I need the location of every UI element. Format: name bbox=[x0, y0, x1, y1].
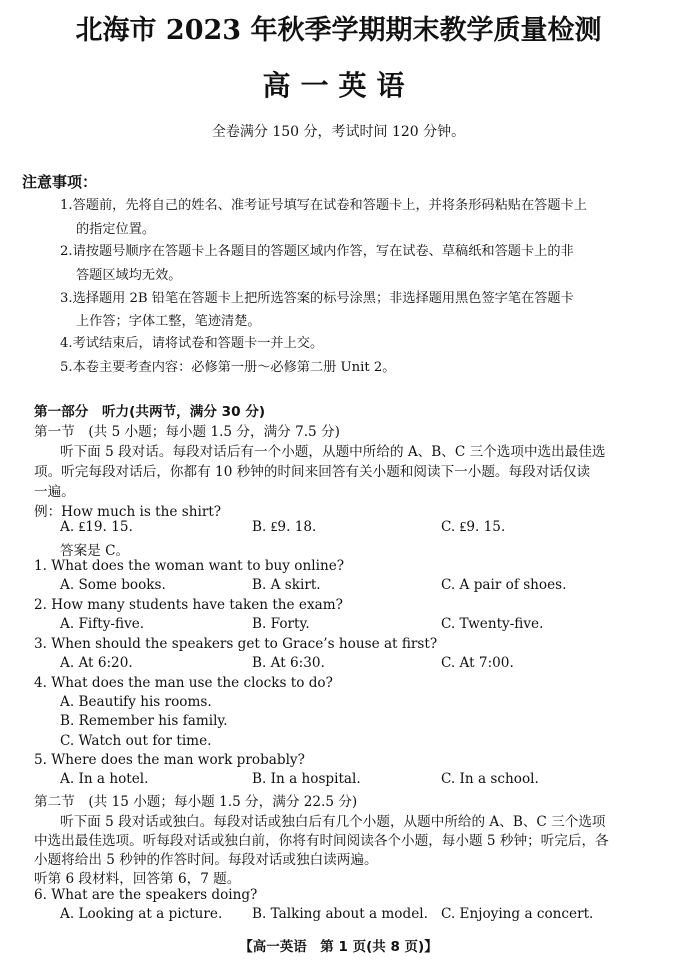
example-option-c: C. ₤9. 15. bbox=[441, 519, 506, 535]
question-1: 1. What does the woman want to buy online? bbox=[34, 558, 345, 574]
note-line: 3.选择题用 2B 铅笔在答题卡上把所选答案的标号涂黑；非选择题用黑色签字笔在答题卡 bbox=[60, 291, 574, 306]
q2-option-b: B. Forty. bbox=[252, 616, 310, 632]
q4-option-c: C. Watch out for time. bbox=[60, 733, 212, 749]
notes-heading: 注意事项： bbox=[22, 173, 98, 191]
q4-option-b: B. Remember his family. bbox=[60, 713, 228, 729]
section2-instructions: 中选出最佳选项。听每段对话或独白前，你将有时间阅读各个小题，每小题 5 秒钟；听完后，各 bbox=[34, 833, 609, 849]
page-footer: 【高一英语 第 1 页(共 8 页)】 bbox=[239, 939, 438, 955]
q3-option-c: C. At 7:00. bbox=[441, 655, 514, 671]
q5-option-b: B. In a hospital. bbox=[252, 771, 361, 787]
q2-option-a: A. Fifty-five. bbox=[60, 616, 145, 632]
note-line: 2.请按题号顺序在答题卡上各题目的答题区域内作答，写在试卷、草稿纸和答题卡上的非 bbox=[60, 244, 574, 259]
exam-title: 北海市 2023 年秋季学期期末教学质量检测 bbox=[75, 15, 602, 46]
section1-heading: 第一节 (共 5 小题；每小题 1.5 分，满分 7.5 分) bbox=[34, 424, 340, 440]
example-option-b: B. ₤9. 18. bbox=[252, 519, 317, 535]
question-3: 3. When should the speakers get to Grace’s house at first? bbox=[34, 636, 438, 652]
section1-instructions: 一遍。 bbox=[34, 484, 75, 500]
q1-option-c: C. A pair of shoes. bbox=[441, 577, 567, 593]
exam-info: 全卷满分 150 分，考试时间 120 分钟。 bbox=[211, 124, 466, 140]
q3-option-a: A. At 6:20. bbox=[60, 655, 133, 671]
note-line: 4.考试结束后，请将试卷和答题卡一并上交。 bbox=[60, 336, 324, 351]
q5-option-c: C. In a school. bbox=[441, 771, 539, 787]
q5-option-a: A. In a hotel. bbox=[60, 771, 149, 787]
q6-option-a: A. Looking at a picture. bbox=[60, 906, 223, 922]
question-5: 5. Where does the man work probably? bbox=[34, 752, 305, 768]
subject-title: 高一英语 bbox=[262, 69, 415, 102]
section2-instructions: 小题将给出 5 秒钟的作答时间。每段对话或独白读两遍。 bbox=[34, 852, 378, 868]
q1-option-a: A. Some books. bbox=[60, 577, 166, 593]
example-answer: 答案是 C。 bbox=[60, 543, 130, 559]
section1-instructions: 听下面 5 段对话。每段对话后有一个小题，从题中所给的 A、B、C 三个选项中选出最佳选 bbox=[60, 444, 606, 460]
section1-instructions: 项。听完每段对话后，你都有 10 秒钟的时间来回答有关小题和阅读下一小题。每段对话仅读 bbox=[34, 464, 591, 480]
q6-option-c: C. Enjoying a concert. bbox=[441, 906, 594, 922]
q1-option-b: B. A skirt. bbox=[252, 577, 321, 593]
note-line: 的指定位置。 bbox=[76, 222, 156, 237]
note-line: 答题区域均无效。 bbox=[76, 268, 182, 283]
example-question: 例：How much is the shirt? bbox=[34, 504, 222, 520]
example-option-a: A. ₤19. 15. bbox=[60, 519, 133, 535]
note-line: 5.本卷主要考查内容：必修第一册～必修第二册 Unit 2。 bbox=[60, 360, 396, 375]
material-note: 听第 6 段材料，回答第 6，7 题。 bbox=[34, 871, 241, 887]
q4-option-a: A. Beautify his rooms. bbox=[60, 694, 212, 710]
question-6: 6. What are the speakers doing? bbox=[34, 887, 258, 903]
section2-heading: 第二节 (共 15 小题；每小题 1.5 分，满分 22.5 分) bbox=[34, 794, 358, 810]
part1-heading: 第一部分 听力(共两节，满分 30 分) bbox=[34, 404, 266, 420]
q2-option-c: C. Twenty-five. bbox=[441, 616, 544, 632]
note-line: 上作答；字体工整，笔迹清楚。 bbox=[76, 314, 261, 329]
section2-instructions: 听下面 5 段对话或独白。每段对话或独白后有几个小题，从题中所给的 A、B、C 三个选项 bbox=[60, 814, 606, 830]
note-line: 1.答题前，先将自己的姓名、准考证号填写在试卷和答题卡上，并将条形码粘贴在答题卡上 bbox=[60, 198, 587, 213]
question-4: 4. What does the man use the clocks to do? bbox=[34, 675, 333, 691]
q3-option-b: B. At 6:30. bbox=[252, 655, 325, 671]
question-2: 2. How many students have taken the exam? bbox=[34, 597, 343, 613]
q6-option-b: B. Talking about a model. bbox=[252, 906, 428, 922]
